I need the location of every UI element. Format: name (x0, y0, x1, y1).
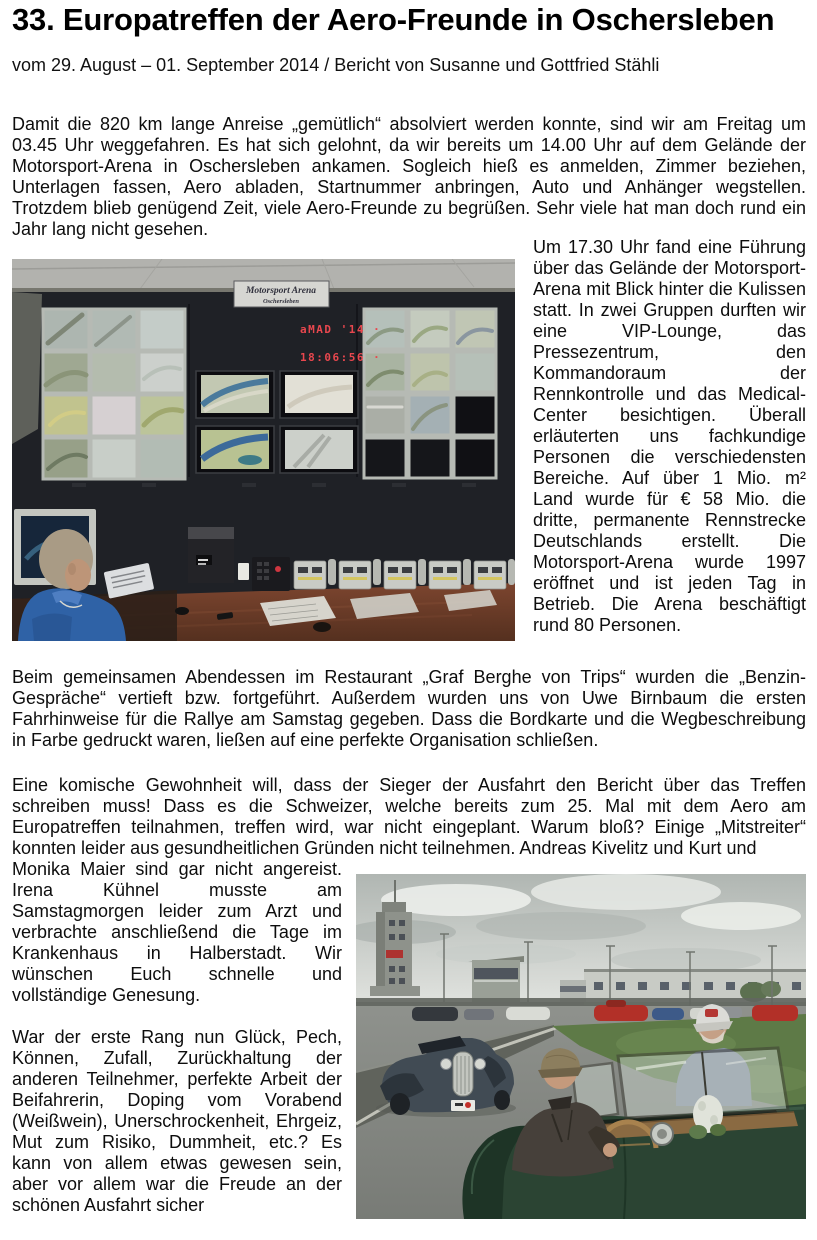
section-rally (12, 859, 806, 1219)
page-title: 33. Europatreffen der Aero-Freunde in Oschersleben (12, 2, 775, 37)
led-display-date: aMAD '14 · (300, 323, 382, 336)
coffee-cup (238, 563, 249, 580)
led-display-time: 18:06:56 · (300, 351, 382, 364)
arena-sign (234, 281, 329, 307)
paragraph-tour: Um 17.30 Uhr fand eine Führung über das Gelände der Motorsport-Arena mit Blick hinter die Kulissen statt. In zwei Gruppen durften wir eine VIP-Lounge, das Pressezentrum, den Kommandoraum der Rennkontrolle und das Medical-Center besichtigen. Überall erläuterten uns fachkundige Personen die verschiedensten Bereiche. Auf über 1 Mio. m² Land wurde für € 58 Mio. die dritte, permanente Rennstrecke Deutschlands erstellt. Die Motorsport-Arena wurde 1997 eröffnet und ist jeden Tag in Betrieb. Die Arena beschäftigt rund 80 Personen. (533, 237, 806, 635)
arena-sign-line2: Oschersleben (262, 298, 300, 305)
paragraph-winner-intro: Eine komische Gewohnheit will, dass der Sieger der Ausfahrt den Bericht über das Treffen schreiben muss! Dass es die Schweizer, welche bereits zum 25. Mal mit dem Aero am Europatreffen teilnahmen, treffen wird, war nicht eingeplant. Warum bloß? Einige „Mitstreiter“ konnten leider aus gesundheitlichen Gründen nicht teilnehmen. Andreas Kivelitz und Kurt und (12, 775, 806, 858)
arena-sign-line1: Motorsport Arena (245, 286, 317, 296)
audio-console (252, 557, 290, 591)
pit-building (468, 956, 524, 1002)
paragraph-winner-cont: Monika Maier sind gar nicht angereist. Irena Kühnel musste am Samstagmorgen leider zum Arzt und verbrachte anschließend die Tage im Krankenhaus in Halberstadt. Wir wünschen Euch schnelle und vollständige Genesung. (12, 859, 342, 1005)
paragraph-arrival: Damit die 820 km lange Anreise „gemütlich“ absolviert werden konnte, sind wir am Freitag um 03.45 Uhr weggefahren. Es hat sich gelohnt, da wir bereits um 14.00 Uhr auf dem Gelände der Motorsport-Arena in Oschersleben ankamen. Sogleich hieß es anmelden, Zimmer beziehen, Unterlagen fassen, Aero abladen, Startnummer anbringen, Auto und Anhänger wegstellen. Trotzdem blieb genügend Zeit, viele Aero-Freunde zu begrüßen. Sehr viele hat man doch rund ein Jahr lang nicht gesehen. (12, 114, 806, 239)
printer (188, 527, 234, 583)
monitor-grid-left (43, 309, 185, 479)
monitor-grid-right (364, 309, 496, 478)
paragraph-first-rank: War der erste Rang nun Glück, Pech, Können, Zufall, Zurückhaltung der anderen Teilnehmer, perfekte Arbeit der Beifahrerin, Doping vom Vorabend (Weißwein), Unerschrockenheit, Ehrgeiz, Mut zum Risiko, Dummheit, etc.? Es kann von allem etwas gewesen sein, aber vor allem war die Freude an der schönen Ausfahrt sicher (12, 1027, 342, 1215)
photo-control-room (12, 259, 515, 641)
photo-rally-cars (356, 874, 806, 1219)
paragraph-dinner: Beim gemeinsamen Abendessen im Restaurant „Graf Berghe von Trips“ wurden die „Benzin-Gespräche“ vertieft bzw. fortgeführt. Außerdem wurden uns von Uwe Birnbaum die ersten Fahrhinweise für die Rallye am Samstag gegeben. Dass die Bordkarte und die Wegbeschreibung in Farbe gedruckt waren, ließen auf eine perfekte Organisation schließen. (12, 667, 806, 750)
subtitle: vom 29. August – 01. September 2014 / Bericht von Susanne und Gottfried Stähli (12, 55, 660, 75)
section-control-room (12, 237, 806, 641)
rally-text-column (12, 859, 342, 1216)
